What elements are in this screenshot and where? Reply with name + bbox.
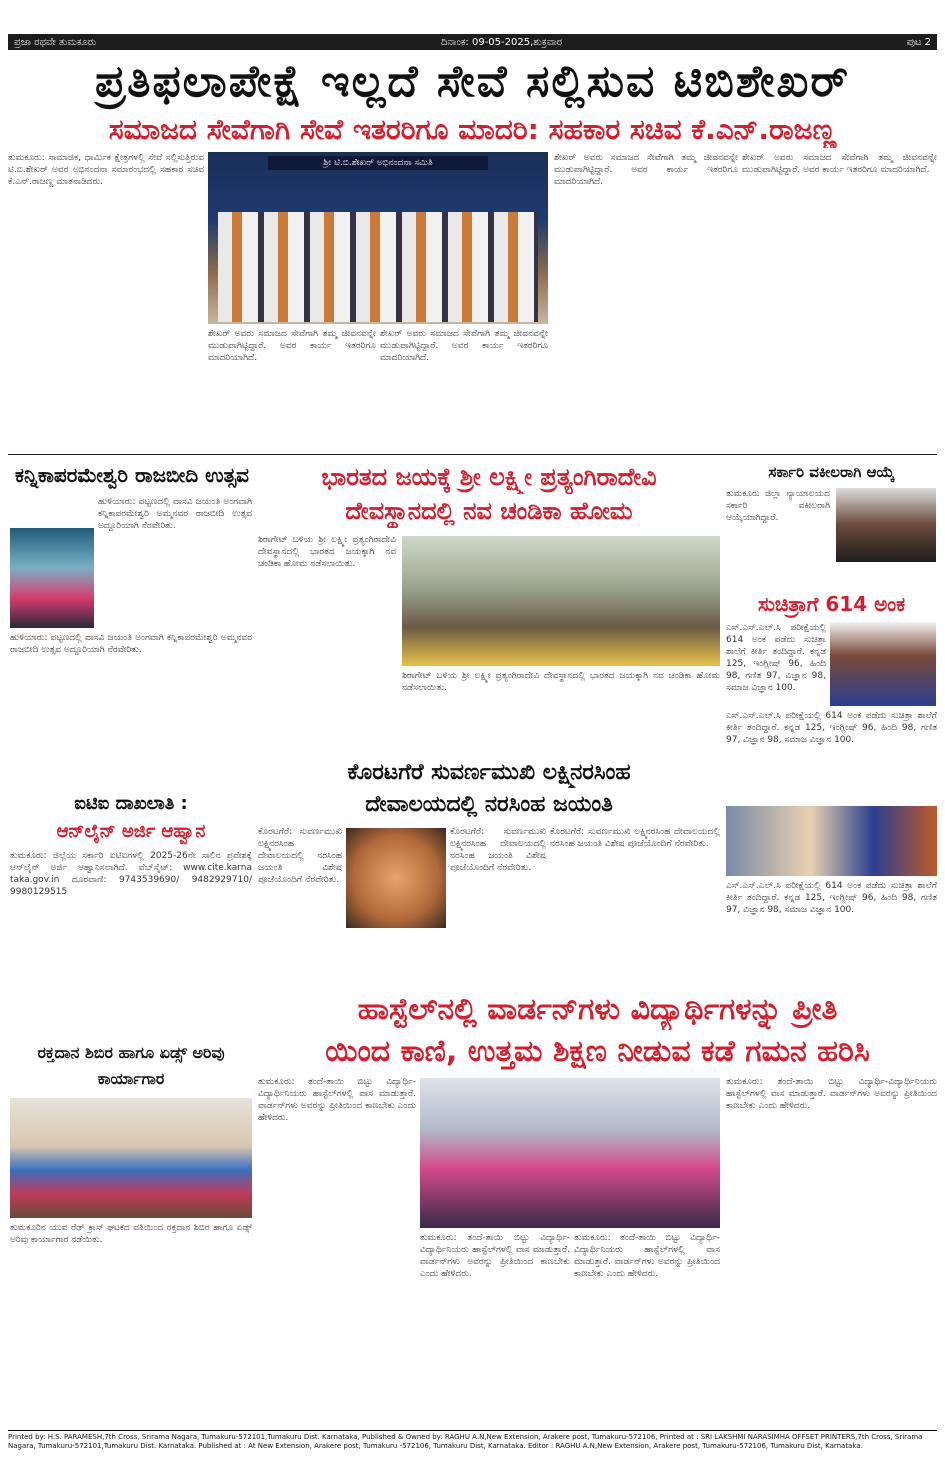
issue-date: ದಿನಾಂಕ: 09-05-2025,ಶುಕ್ರವಾರ bbox=[440, 36, 563, 48]
section-title-homa: ಭಾರತದ ಜಯಕ್ಕೆ ಶ್ರೀ ಲಕ್ಷ್ಮೀ ಪ್ರತ್ಯಂಗಿರಾದೇವಿ bbox=[321, 463, 657, 491]
article-utsava: ಹುಳಿಯಾರು: ಪಟ್ಟಣದಲ್ಲಿ ವಾಸವಿ ಜಯಂತಿ ಅಂಗವಾಗಿ ಕನ್ನಿಕಾಪರಮೇಶ್ವರಿ ಅಮ್ಮನವರ ರಾಜಬೀದಿ ಉತ್ಸವ ಅದ್ದೂರಿಯಾಗಿ ನೆರವೇರಿತು. bbox=[98, 497, 252, 531]
section-title-jayanti-sub: ದೇವಾಲಯದಲ್ಲಿ ನರಸಿಂಹ ಜಯಂತಿ bbox=[365, 792, 613, 817]
photo-blood-camp bbox=[10, 1098, 252, 1218]
photo-homa bbox=[402, 536, 720, 666]
article-advocate: ತುಮಕೂರು ಜಿಲ್ಲಾ ನ್ಯಾಯಾಲಯದ ಸರ್ಕಾರಿ ವಕೀಲರಾಗಿ ಆಯ್ಕೆಯಾಗಿದ್ದಾರೆ. bbox=[726, 489, 830, 523]
section-title-advocate: ಸರ್ಕಾರಿ ವಕೀಲರಾಗಿ ಆಯ್ಕೆ bbox=[768, 463, 895, 481]
article-blood: ತುಮಕೂರಿನ ಯುವ ರೆಡ್ ಕ್ರಾಸ್ ಘಟಕದ ವತಿಯಿಂದ ರಕ್ತದಾನ ಶಿಬಿರ ಹಾಗೂ ಏಡ್ಸ್ ಅರಿವು ಕಾರ್ಯಾಗಾರ ನಡೆಯಿತು. bbox=[10, 1223, 252, 1245]
article-jayanti-col2: ಕೊರಟಗೆರೆ: ಸುವರ್ಣಮುಖಿ ಲಕ್ಷ್ಮಿನರಸಿಂಹ ದೇವಾಲಯದಲ್ಲಿ ನರಸಿಂಹ ಜಯಂತಿ ವಿಶೇಷ ಪೂಜೆಯೊಂದಿಗೆ ನೆರವೇರಿತು. bbox=[450, 827, 546, 873]
article-school: ಎಸ್.ಎಸ್.ಎಲ್.ಸಿ ಪರೀಕ್ಷೆಯಲ್ಲಿ 614 ಅಂಕ ಪಡೆದು ಸುಚಿತ್ರಾ ಶಾಲೆಗೆ ಕೀರ್ತಿ ತಂದಿದ್ದಾರೆ. ಕನ್ನಡ 125, ಇಂಗ್ಲೀಷ್ 96, ಹಿಂದಿ 98, ಗಣಿತ 97, ವಿಜ್ಞಾನ 98, ಸಮಾಜ ವಿಜ್ಞಾನ 100. bbox=[726, 881, 937, 915]
photo-suchitra bbox=[830, 622, 936, 706]
section-title-homa-sub: ದೇವಸ್ಥಾನದಲ್ಲಿ ನವ ಚಂಡಿಕಾ ಹೋಮ bbox=[345, 497, 633, 525]
imprint-footer: Printed by: H.S. PARAMESH,7th Cross, Srirama Nagara, Tumakuru-572101,Tumakuru Dist. Karnataka, Published & Owned by: RAGHU A.N,New Extension, Arakere post, Tumakuru-572106, Printed at : SRI LAKSHMI NARASIMHA OFFSET PRINTERS,7th Cross, Srirama Nagara, Tumakuru-572101,Tumakuru Dist. Karnataka. Published at : At New Extension, Arakere post, Tumakuru -572106, Tumakuru Dist, Karnataka. Editor : RAGHU A.N,New Extension, Arakere post, Tumakuru-572106, Tumakuru Dist, Karnataka. bbox=[8, 1430, 937, 1454]
photo-school bbox=[726, 806, 937, 876]
section-title-hostel: ಹಾಸ್ಟೆಲ್‌ನಲ್ಲಿ ವಾರ್ಡನ್‌ಗಳು ವಿದ್ಯಾರ್ಥಿಗಳನ್ನು ಪ್ರೀತಿ bbox=[357, 992, 838, 1027]
photo-felicitation bbox=[208, 152, 548, 324]
article-suchitra: ಎಸ್.ಎಸ್.ಎಲ್.ಸಿ ಪರೀಕ್ಷೆಯಲ್ಲಿ 614 ಅಂಕ ಪಡೆದು ಸುಚಿತ್ರಾ ಶಾಲೆಗೆ ಕೀರ್ತಿ ತಂದಿದ್ದಾರೆ. ಕನ್ನಡ 125, ಇಂಗ್ಲೀಷ್ 96, ಹಿಂದಿ 98, ಗಣಿತ 97, ವಿಜ್ಞಾನ 98, ಸಮಾಜ ವಿಜ್ಞಾನ 100. bbox=[726, 623, 826, 693]
photo-narasimha bbox=[346, 828, 446, 928]
section-title-iti: ಐಟಿಐ ದಾಖಲಾತಿ : bbox=[74, 793, 188, 814]
article-top-col3: ಶೇಖರ್ ಅವರು ಸಮಾಜದ ಸೇವೆಗಾಗಿ ತಮ್ಮ ಜೀವನವನ್ನೇ ಮುಡುಪಾಗಿಟ್ಟಿದ್ದಾರೆ. ಅವರ ಕಾರ್ಯ ಇತರರಿಗೂ ಮಾದರಿಯಾಗಿದೆ. bbox=[380, 329, 548, 363]
article-hostel-col1: ತುಮಕೂರು: ತಂದೆ-ತಾಯಿ ಬಿಟ್ಟು ವಿದ್ಯಾರ್ಥಿ-ವಿದ್ಯಾರ್ಥಿನಿಯರು ಹಾಸ್ಟೆಲ್‌ಗಳಲ್ಲಿ ವಾಸ ಮಾಡುತ್ತಾರೆ. ವಾರ್ಡನ್‌ಗಳು ಅವರನ್ನು ಪ್ರೀತಿಯಿಂದ ಕಾಣಬೇಕು ಎಂದು ಹೇಳಿದರು. bbox=[258, 1077, 416, 1123]
photo-advocate bbox=[836, 488, 936, 562]
article-jayanti: ಕೊರಟಗೆರೆ: ಸುವರ್ಣಮುಖಿ ಲಕ್ಷ್ಮಿನರಸಿಂಹ ದೇವಾಲಯದಲ್ಲಿ ನರಸಿಂಹ ಜಯಂತಿ ವಿಶೇಷ ಪೂಜೆಯೊಂದಿಗೆ ನೆರವೇರಿತು. bbox=[258, 827, 342, 885]
section-title-blood: ರಕ್ತದಾನ ಶಿಬಿರ ಹಾಗೂ ಏಡ್ಸ್ ಅರಿವು ಕಾರ್ಯಾಗಾರ bbox=[37, 1043, 225, 1088]
article-top-col4: ಶೇಖರ್ ಅವರು ಸಮಾಜದ ಸೇವೆಗಾಗಿ ತಮ್ಮ ಜೀವನವನ್ನೇ ಮುಡುಪಾಗಿಟ್ಟಿದ್ದಾರೆ. ಅವರ ಕಾರ್ಯ ಇತರರಿಗೂ ಮಾದರಿಯಾಗಿದೆ. bbox=[554, 153, 738, 187]
section-title-hostel-sub: ಯಿಂದ ಕಾಣಿ, ಉತ್ತಮ ಶಿಕ್ಷಣ ನೀಡುವ ಕಡೆ ಗಮನ ಹರಿಸಿ bbox=[325, 1034, 870, 1069]
paper-name: ಪ್ರಜಾ ರಥವೇ ತುಮಕೂರು bbox=[14, 36, 97, 48]
article-top-col2: ಶೇಖರ್ ಅವರು ಸಮಾಜದ ಸೇವೆಗಾಗಿ ತಮ್ಮ ಜೀವನವನ್ನೇ ಮುಡುಪಾಗಿಟ್ಟಿದ್ದಾರೆ. ಅವರ ಕಾರ್ಯ ಇತರರಿಗೂ ಮಾದರಿಯಾಗಿದೆ. bbox=[208, 329, 376, 363]
people-group bbox=[218, 212, 538, 322]
banner-text: ಶ್ರೀ ಟಿ.ಬಿ.ಶೇಖರ್ ಅಭಿನಂದನಾ ಸಮಿತಿ bbox=[268, 156, 488, 170]
article-hostel-col3: ತುಮಕೂರು: ತಂದೆ-ತಾಯಿ ಬಿಟ್ಟು ವಿದ್ಯಾರ್ಥಿ-ವಿದ್ಯಾರ್ಥಿನಿಯರು ಹಾಸ್ಟೆಲ್‌ಗಳಲ್ಲಿ ವಾಸ ಮಾಡುತ್ತಾರೆ. ವಾರ್ಡನ್‌ಗಳು ಅವರನ್ನು ಪ್ರೀತಿಯಿಂದ ಕಾಣಬೇಕು ಎಂದು ಹೇಳಿದರು. bbox=[574, 1233, 720, 1279]
divider bbox=[8, 454, 937, 455]
article-jayanti-col3: ಕೊರಟಗೆರೆ: ಸುವರ್ಣಮುಖಿ ಲಕ್ಷ್ಮಿನರಸಿಂಹ ದೇವಾಲಯದಲ್ಲಿ ನರಸಿಂಹ ಜಯಂತಿ ವಿಶೇಷ ಪೂಜೆಯೊಂದಿಗೆ ನೆರವೇರಿತು. bbox=[550, 827, 720, 849]
article-homa-cont: ಶಿರಾಗೇಟ್ ಬಳಿಯ ಶ್ರೀ ಲಕ್ಷ್ಮೀ ಪ್ರತ್ಯಂಗಿರಾದೇವಿ ದೇವಸ್ಥಾನದಲ್ಲಿ ಭಾರತದ ಜಯಕ್ಕಾಗಿ ನವ ಚಂಡಿಕಾ ಹೋಮ ನಡೆಸಲಾಯಿತು. bbox=[402, 671, 720, 693]
article-iti: ತುಮಕೂರು: ಜಿಲ್ಲೆಯ ಸರ್ಕಾರಿ ಐಟಿಐಗಳಲ್ಲಿ 2025-26ನೇ ಸಾಲಿನ ಪ್ರವೇಶಕ್ಕೆ ಆನ್‌ಲೈನ್ ಅರ್ಜಿ ಆಹ್ವಾನಿಸಲಾಗಿದೆ. ವೆಬ್‌ಸೈಟ್: www.cite.karna taka.gov.in ದೂರವಾಣಿ: 9743539690/ 9482929710/ 9980129515 bbox=[10, 851, 252, 897]
article-homa: ಶಿರಾಗೇಟ್ ಬಳಿಯ ಶ್ರೀ ಲಕ್ಷ್ಮೀ ಪ್ರತ್ಯಂಗಿರಾದೇವಿ ದೇವಸ್ಥಾನದಲ್ಲಿ ಭಾರತದ ಜಯಕ್ಕಾಗಿ ನವ ಚಂಡಿಕಾ ಹೋಮ ನಡೆಸಲಾಯಿತು. bbox=[258, 535, 396, 569]
section-title-utsava bbox=[12, 460, 252, 490]
article-hostel-col2: ತುಮಕೂರು: ತಂದೆ-ತಾಯಿ ಬಿಟ್ಟು ವಿದ್ಯಾರ್ಥಿ-ವಿದ್ಯಾರ್ಥಿನಿಯರು ಹಾಸ್ಟೆಲ್‌ಗಳಲ್ಲಿ ವಾಸ ಮಾಡುತ್ತಾರೆ. ವಾರ್ಡನ್‌ಗಳು ಅವರನ್ನು ಪ್ರೀತಿಯಿಂದ ಕಾಣಬೇಕು ಎಂದು ಹೇಳಿದರು. bbox=[420, 1233, 570, 1279]
section-title-jayanti: ಕೊರಟಗೆರೆ ಸುವರ್ಣಮುಖಿ ಲಕ್ಷ್ಮಿನರಸಿಂಹ bbox=[347, 760, 631, 785]
section-title-suchitra: ಸುಚಿತ್ರಾಗೆ 614 ಅಂಕ bbox=[757, 592, 906, 616]
main-subheadline: ಸಮಾಜದ ಸೇವೆಗಾಗಿ ಸೇವೆ ಇತರರಿಗೂ ಮಾದರಿ: ಸಹಕಾರ ಸಚಿವ ಕೆ.ಎನ್.ರಾಜಣ್ಣ bbox=[108, 113, 837, 146]
photo-utsava bbox=[10, 528, 94, 628]
article-suchitra-cont: ಎಸ್.ಎಸ್.ಎಲ್.ಸಿ ಪರೀಕ್ಷೆಯಲ್ಲಿ 614 ಅಂಕ ಪಡೆದು ಸುಚಿತ್ರಾ ಶಾಲೆಗೆ ಕೀರ್ತಿ ತಂದಿದ್ದಾರೆ. ಕನ್ನಡ 125, ಇಂಗ್ಲೀಷ್ 96, ಹಿಂದಿ 98, ಗಣಿತ 97, ವಿಜ್ಞಾನ 98, ಸಮಾಜ ವಿಜ್ಞಾನ 100. bbox=[726, 711, 937, 745]
article-hostel-col4: ತುಮಕೂರು: ತಂದೆ-ತಾಯಿ ಬಿಟ್ಟು ವಿದ್ಯಾರ್ಥಿ-ವಿದ್ಯಾರ್ಥಿನಿಯರು ಹಾಸ್ಟೆಲ್‌ಗಳಲ್ಲಿ ವಾಸ ಮಾಡುತ್ತಾರೆ. ವಾರ್ಡನ್‌ಗಳು ಅವರನ್ನು ಪ್ರೀತಿಯಿಂದ ಕಾಣಬೇಕು ಎಂದು ಹೇಳಿದರು. bbox=[726, 1077, 937, 1111]
article-top-col5: ಶೇಖರ್ ಅವರು ಸಮಾಜದ ಸೇವೆಗಾಗಿ ತಮ್ಮ ಜೀವನವನ್ನೇ ಮುಡುಪಾಗಿಟ್ಟಿದ್ದಾರೆ. ಅವರ ಕಾರ್ಯ ಇತರರಿಗೂ ಮಾದರಿಯಾಗಿದೆ. bbox=[742, 153, 937, 175]
page-header-bar bbox=[8, 34, 937, 50]
page-number: ಪುಟ 2 bbox=[906, 36, 931, 48]
photo-hostel bbox=[420, 1078, 720, 1228]
main-headline: ಪ್ರತಿಫಲಾಪೇಕ್ಷೆ ಇಲ್ಲದೆ ಸೇವೆ ಸಲ್ಲಿಸುವ ಟಿಬಿಶೇಖರ್ bbox=[95, 56, 850, 107]
article-utsava-cont: ಹುಳಿಯಾರು: ಪಟ್ಟಣದಲ್ಲಿ ವಾಸವಿ ಜಯಂತಿ ಅಂಗವಾಗಿ ಕನ್ನಿಕಾಪರಮೇಶ್ವರಿ ಅಮ್ಮನವರ ರಾಜಬೀದಿ ಉತ್ಸವ ಅದ್ದೂರಿಯಾಗಿ ನೆರವೇರಿತು. bbox=[10, 633, 252, 655]
section-title-text: ಕನ್ನಿಕಾಪರಮೇಶ್ವರಿ ರಾಜಬೀದಿ ಉತ್ಸವ bbox=[15, 463, 249, 487]
section-title-iti-sub: ಆನ್‌ಲೈನ್ ಅರ್ಜಿ ಆಹ್ವಾನ bbox=[56, 821, 206, 842]
article-top-col1: ತುಮಕೂರು: ಸಾಮಾಜಿಕ, ಧಾರ್ಮಿಕ ಕ್ಷೇತ್ರಗಳಲ್ಲಿ ಸೇವೆ ಸಲ್ಲಿಸುತ್ತಿರುವ ಟಿ.ಬಿ.ಶೇಖರ್ ಅವರ ಅಭಿನಂದನಾ ಸಮಾರಂಭದಲ್ಲಿ ಸಹಕಾರ ಸಚಿವ ಕೆ.ಎನ್.ರಾಜಣ್ಣ ಮಾತನಾಡಿದರು. bbox=[8, 153, 204, 187]
